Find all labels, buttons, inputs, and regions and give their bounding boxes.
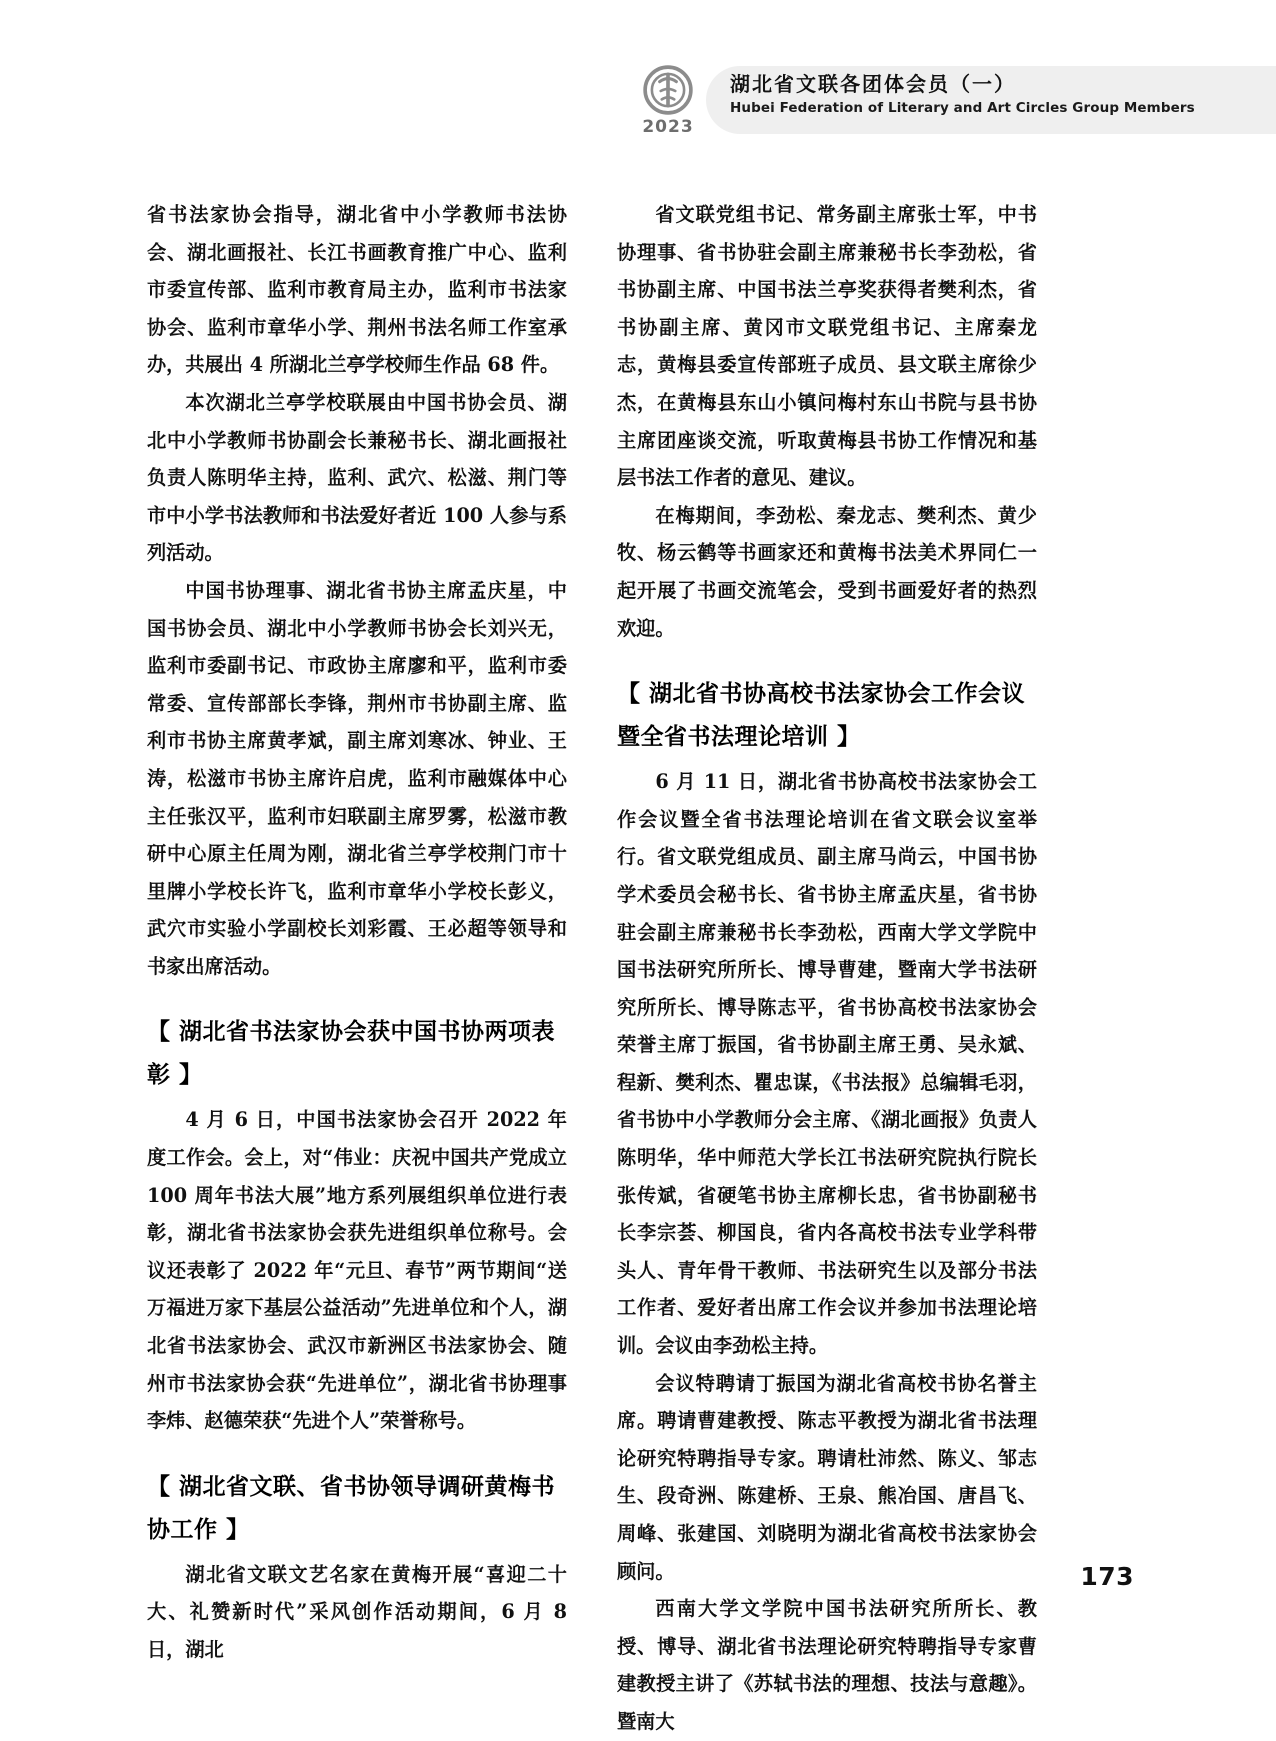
section-heading: 【 湖北省书法家协会获中国书协两项表彰 】 — [147, 1019, 556, 1089]
pagoda-emblem-icon — [642, 64, 694, 116]
left-column — [147, 196, 567, 1669]
paragraph: 在梅期间，李劲松、秦龙志、樊利杰、黄少牧、杨云鹤等书画家还和黄梅书法美术界同仁一起开展了书画交流笔会，受到书画爱好者的热烈欢迎。 — [617, 503, 1037, 640]
paragraph: 本次湖北兰亭学校联展由中国书协会员、湖北中小学教师书协副会长兼秘书长、湖北画报社负责人陈明华主持，监利、武穴、松滋、荆门等市中小学书法教师和书法爱好者近 100 人参与系列活动。 — [147, 390, 567, 565]
paragraph: 6 月 11 日，湖北省书协高校书法家协会工作会议暨全省书法理论培训在省文联会议室举行。省文联党组成员、副主席马尚云，中国书协学术委员会秘书长、省书协主席孟庆星，省书协驻会副主席兼秘书长李劲松，西南大学文学院中国书法研究所所长、博导曹建，暨南大学书法研究所所长、博导陈志平，省书协高校书法家协会荣誉主席丁振国，省书协副主席王勇、吴永斌、程新、樊利杰、瞿忠谋，《书法报》总编辑毛羽，省书协中小学教师分会主席、《湖北画报》负责人陈明华，华中师范大学长江书法研究院执行院长张传斌，省硬笔书协主席柳长忠，省书协副秘书长李宗荟、柳国良，省内各高校书法专业学科带头人、青年骨干教师、书法研究生以及部分书法工作者、爱好者出席工作会议并参加书法理论培训。会议由李劲松主持。 — [617, 770, 1037, 1358]
paragraph: 西南大学文学院中国书法研究所所长、教授、博导、湖北省书法理论研究特聘指导专家曹建教授主讲了《苏轼书法的理想、技法与意趣》。暨南大 — [617, 1597, 1037, 1733]
paragraph: 4 月 6 日，中国书法家协会召开 2022 年度工作会。会上，对“伟业：庆祝中国共产党成立 100 周年书法大展”地方系列展组织单位进行表彰，湖北省书法家协会获先进组织单位称号。会议还表彰了 2022 年“元旦、春节”两节期间“送万福进万家下基层公益活动”先进单位和个人，湖北省书法家协会、武汉市新洲区书法家协会、随州市书法家协会获“先进单位”，湖北省书协理事李炜、赵德荣获“先进个人”荣誉称号。 — [147, 1108, 567, 1433]
logo-year: 2023 — [642, 117, 694, 137]
header-title-chinese: 湖北省文联各团体会员（一） — [730, 72, 1016, 96]
paragraph: 会议特聘请丁振国为湖北省高校书协名誉主席。聘请曹建教授、陈志平教授为湖北省书法理论研究特聘指导专家。聘请杜沛然、陈义、邹志生、段奇洲、陈建桥、王泉、熊冶国、唐昌飞、周峰、张建国、刘晓明为湖北省高校书法家协会顾问。 — [617, 1371, 1037, 1583]
paragraph: 省书法家协会指导，湖北省中小学教师书法协会、湖北画报社、长江书画教育推广中心、监利市委宣传部、监利市教育局主办，监利市书法家协会、监利市章华小学、荆州书法名师工作室承办，共展出 4 所湖北兰亭学校师生作品 68 件。 — [147, 203, 567, 377]
page-header — [0, 62, 1276, 148]
paragraph: 省文联党组书记、常务副主席张士军，中书协理事、省书协驻会副主席兼秘书长李劲松，省书协副主席、中国书法兰亭奖获得者樊利杰，省书协副主席、黄冈市文联党组书记、主席秦龙志，黄梅县委宣传部班子成员、县文联主席徐少杰，在黄梅县东山小镇问梅村东山书院与县书协主席团座谈交流，听取黄梅县书协工作情况和基层书法工作者的意见、建议。 — [617, 203, 1037, 490]
paragraph: 中国书协理事、湖北省书协主席孟庆星，中国书协会员、湖北中小学教师书协会长刘兴无，监利市委副书记、市政协主席廖和平，监利市委常委、宣传部部长李锋，荆州市书协副主席、监利市书协主席黄孝斌，副主席刘寒冰、钟业、王涛，松滋市书协主席许启虎，监利市融媒体中心主任张汉平，监利市妇联副主席罗雾，松滋市教研中心原主任周为刚，湖北省兰亭学校荆门市十里牌小学校长许飞，监利市章华小学校长彭义，武穴市实验小学副校长刘彩霞、王必超等领导和书家出席活动。 — [147, 578, 567, 978]
right-column — [617, 196, 1037, 1741]
section-heading: 【 湖北省书协高校书法家协会工作会议暨全省书法理论培训 】 — [617, 681, 1026, 751]
header-inner — [630, 62, 1195, 148]
publication-logo — [630, 62, 706, 152]
header-text-block — [730, 72, 1195, 116]
page-number: 173 — [1080, 1562, 1134, 1591]
paragraph: 湖北省文联文艺名家在黄梅开展“喜迎二十大、礼赞新时代”采风创作活动期间，6 月 8 日，湖北 — [147, 1562, 567, 1661]
section-heading: 【 湖北省文联、省书协领导调研黄梅书协工作 】 — [147, 1473, 556, 1543]
header-title-english: Hubei Federation of Literary and Art Circles Group Members — [730, 100, 1195, 116]
